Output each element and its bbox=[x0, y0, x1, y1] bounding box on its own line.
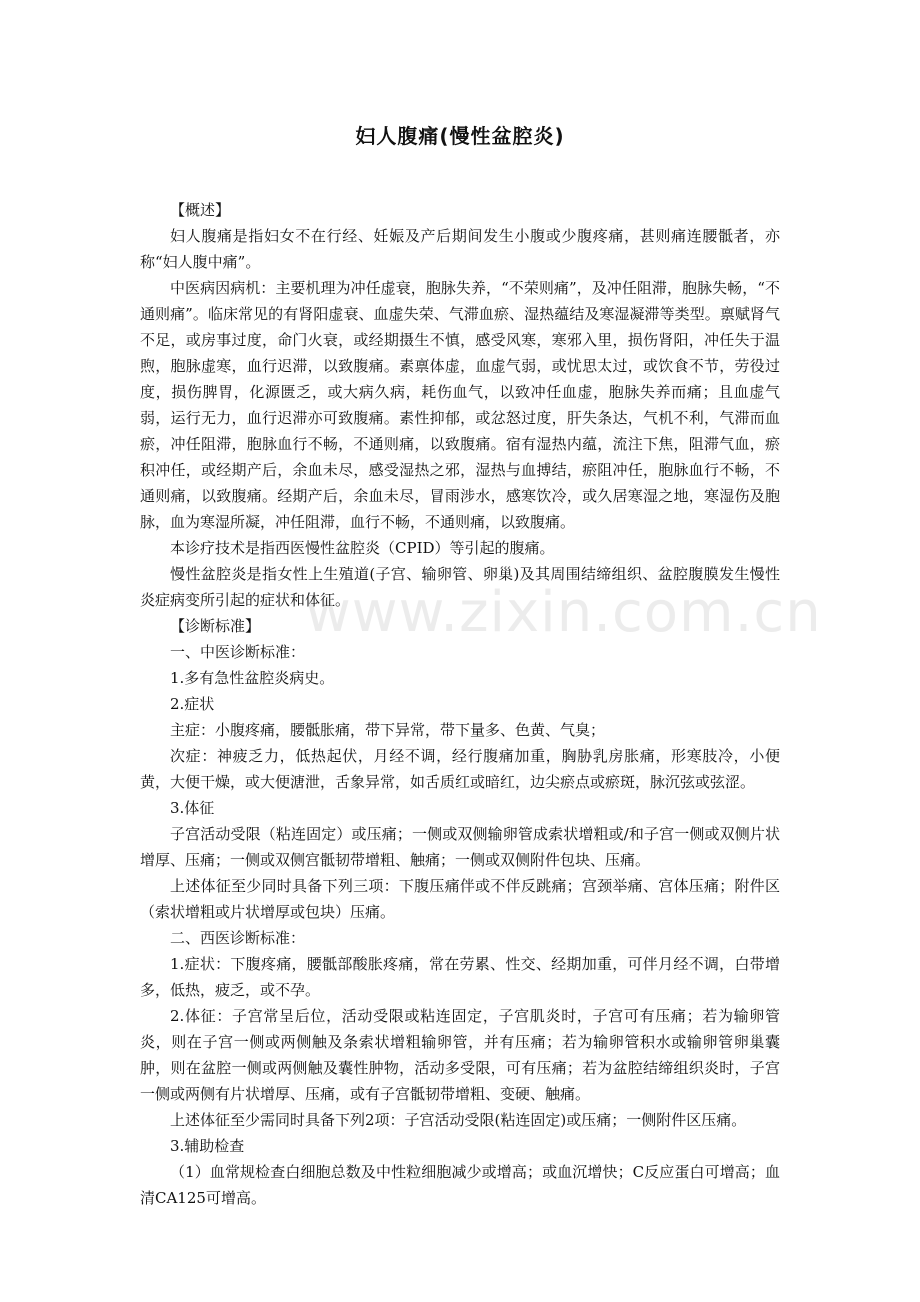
paragraph-western-signs: 2.体征：子宫常呈后位，活动受限或粘连固定，子宫肌炎时，子宫可有压痛；若为输卵管炎，则在子宫一侧或两侧触及条索状增粗输卵管，并有压痛；若为输卵管积水或输卵管卵巢囊肿，则在盆腔一侧或两侧触及囊性肿物，活动多受限，可有压痛；若为盆腔结缔组织炎时，子宫一侧或两侧有片状增厚、压痛，或有子宫骶韧带增粗、变硬、触痛。 bbox=[140, 1007, 780, 1103]
subheading-tcm-criteria: 一、中医诊断标准： bbox=[170, 643, 306, 661]
document-title: 妇人腹痛(慢性盆腔炎) bbox=[355, 124, 565, 148]
list-item-symptoms: 2.症状 bbox=[170, 695, 215, 713]
paragraph-scope: 本诊疗技术是指西医慢性盆腔炎（CPID）等引起的腹痛。 bbox=[170, 539, 555, 557]
paragraph-cpid-definition: 慢性盆腔炎是指女性上生殖道(子宫、输卵管、卵巢)及其周围结缔组织、盆腔腹膜发生慢性炎症病变所引起的症状和体征。 bbox=[140, 565, 780, 609]
document-body bbox=[140, 197, 780, 1211]
list-item-history: 1.多有急性盆腔炎病史。 bbox=[170, 669, 335, 687]
paragraph-signs-requirement: 上述体征至少同时具备下列三项：下腹压痛伴或不伴反跳痛；宫颈举痛、宫体压痛；附件区（索状增粗或片状增厚或包块）压痛。 bbox=[140, 877, 780, 921]
paragraph-western-symptoms: 1.症状：下腹疼痛，腰骶部酸胀疼痛，常在劳累、性交、经期加重，可伴月经不调，白带增多，低热，疲乏，或不孕。 bbox=[140, 955, 780, 999]
section-heading-overview: 【概述】 bbox=[170, 201, 231, 219]
paragraph-western-signs-requirement: 上述体征至少需同时具备下列2项：子宫活动受限(粘连固定)或压痛；一侧附件区压痛。 bbox=[170, 1111, 747, 1129]
watermark-text: www.zixin.com.cn bbox=[305, 580, 822, 645]
list-item-signs: 3.体征 bbox=[170, 799, 215, 817]
section-heading-diagnosis: 【诊断标准】 bbox=[170, 617, 261, 635]
paragraph-secondary-symptoms: 次症：神疲乏力，低热起伏，月经不调，经行腹痛加重，胸胁乳房胀痛，形寒肢冷，小便黄，大便干燥，或大便溏泄，舌象异常，如舌质红或暗红，边尖瘀点或瘀斑，脉沉弦或弦涩。 bbox=[140, 747, 780, 791]
subheading-western-criteria: 二、西医诊断标准： bbox=[170, 929, 306, 947]
paragraph-definition: 妇人腹痛是指妇女不在行经、妊娠及产后期间发生小腹或少腹疼痛，甚则痛连腰骶者，亦称“妇人腹中痛”。 bbox=[140, 227, 780, 271]
paragraph-signs: 子宫活动受限（粘连固定）或压痛；一侧或双侧输卵管成索状增粗或/和子宫一侧或双侧片状增厚、压痛；一侧或双侧宫骶韧带增粗、触痛；一侧或双侧附件包块、压痛。 bbox=[140, 825, 780, 869]
paragraph-tcm-etiology: 中医病因病机：主要机理为冲任虚衰，胞脉失养，“不荣则痛”，及冲任阻滞，胞脉失畅，“不通则痛”。临床常见的有肾阳虚衰、血虚失荣、气滞血瘀、湿热蕴结及寒湿凝滞等类型。禀赋肾气不足，或房事过度，命门火衰，或经期摄生不慎，感受风寒，寒邪入里，损伤肾阳，冲任失于温煦，胞脉虚寒，血行迟滞，以致腹痛。素禀体虚，血虚气弱，或忧思太过，或饮食不节，劳役过度，损伤脾胃，化源匮乏，或大病久病，耗伤血气，以致冲任血虚，胞脉失养而痛；且血虚气弱，运行无力，血行迟滞亦可致腹痛。素性抑郁，或忿怒过度，肝失条达，气机不利，气滞而血瘀，冲任阻滞，胞脉血行不畅，不通则痛，以致腹痛。宿有湿热内蕴，流注下焦，阻滞气血，瘀积冲任，或经期产后，余血未尽，感受湿热之邪，湿热与血搏结，瘀阻冲任，胞脉血行不畅，不通则痛，以致腹痛。经期产后，余血未尽，冒雨涉水，感寒饮冷，或久居寒湿之地，寒湿伤及胞脉，血为寒湿所凝，冲任阻滞，血行不畅，不通则痛，以致腹痛。 bbox=[140, 279, 780, 531]
paragraph-main-symptoms: 主症：小腹疼痛，腰骶胀痛，带下异常，带下量多、色黄、气臭； bbox=[170, 721, 606, 739]
list-item-auxiliary-exam: 3.辅助检查 bbox=[170, 1137, 245, 1155]
paragraph-blood-test: （1）血常规检查白细胞总数及中性粒细胞减少或增高；或血沉增快；C反应蛋白可增高；血清CA125可增高。 bbox=[140, 1163, 780, 1207]
